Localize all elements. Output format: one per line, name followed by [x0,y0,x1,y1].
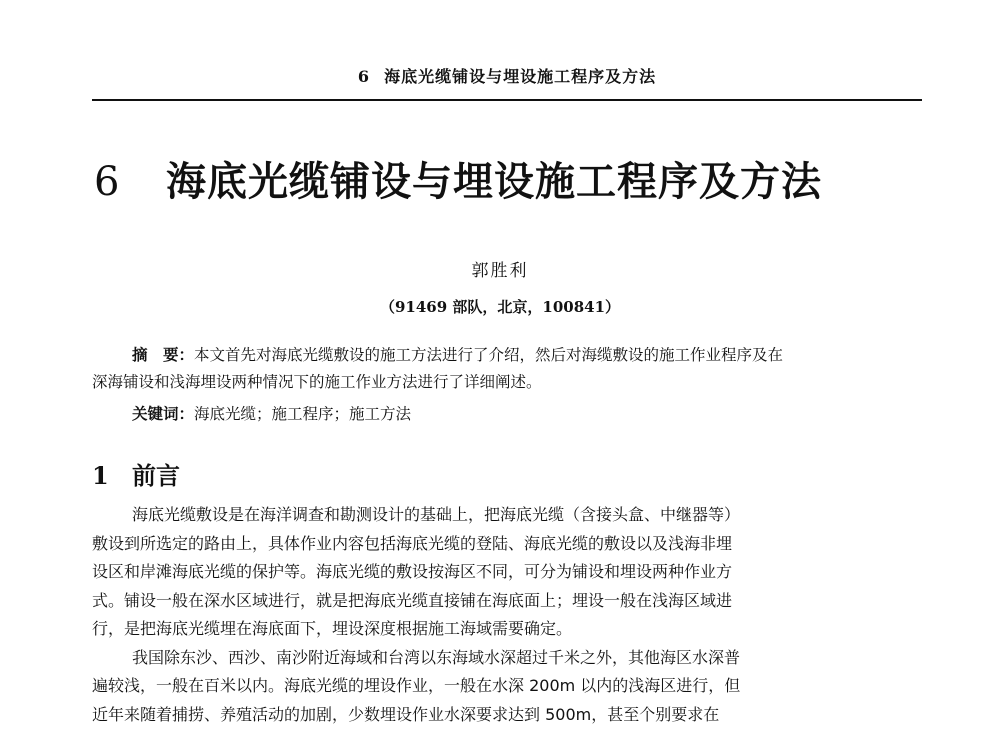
body-line: 式。铺设一般在深水区域进行，就是把海底光缆直接铺在海底面上；埋设一般在浅海区域进 [92,587,924,616]
keywords-label: 关键词： [132,405,194,423]
abstract-line-2: 深海铺设和浅海埋设两种情况下的施工作业方法进行了详细阐述。 [92,369,924,396]
running-header-number: 6 [358,67,370,86]
section-title: 前言 [132,461,180,490]
author-affiliation: （91469 部队，北京，100841） [0,296,1000,317]
section-heading [92,456,180,491]
body-line: 敷设到所选定的路由上，具体作业内容包括海底光缆的登陆、海底光缆的敷设以及浅海非埋 [92,530,924,559]
body-text [92,501,924,729]
body-line: 遍较浅，一般在百米以内。海底光缆的埋设作业，一般在水深 200m 以内的浅海区进行，但 [92,672,924,701]
keywords-text: 海底光缆；施工程序；施工方法 [194,405,411,423]
body-line: 设区和岸滩海底光缆的保护等。海底光缆的敷设按海区不同，可分为铺设和埋设两种作业方 [92,558,924,587]
chapter-title [94,150,822,207]
section-number: 1 [92,461,132,490]
abstract-label: 摘 要： [132,346,194,364]
chapter-number: 6 [94,159,166,205]
body-line: 我国除东沙、西沙、南沙附近海域和台湾以东海域水深超过千米之外，其他海区水深普 [92,644,924,673]
author-name: 郭胜利 [0,256,1000,281]
body-line: 行，是把海底光缆埋在海底面下，埋设深度根据施工海域需要确定。 [92,615,924,644]
body-line: 海底光缆敷设是在海洋调查和勘测设计的基础上，把海底光缆（含接头盒、中继器等） [92,501,924,530]
keywords [132,402,411,424]
chapter-title-text: 海底光缆铺设与埋设施工程序及方法 [166,158,822,205]
body-line: 近年来随着捕捞、养殖活动的加剧，少数埋设作业水深要求达到 500m，甚至个别要求在 [92,701,924,729]
running-header-title: 海底光缆铺设与埋设施工程序及方法 [384,67,656,86]
abstract-line-1 [92,342,924,369]
header-rule [92,99,922,101]
running-header [92,64,922,87]
abstract [92,342,924,396]
abstract-text-1: 本文首先对海底光缆敷设的施工方法进行了介绍，然后对海缆敷设的施工作业程序及在 [194,346,783,364]
